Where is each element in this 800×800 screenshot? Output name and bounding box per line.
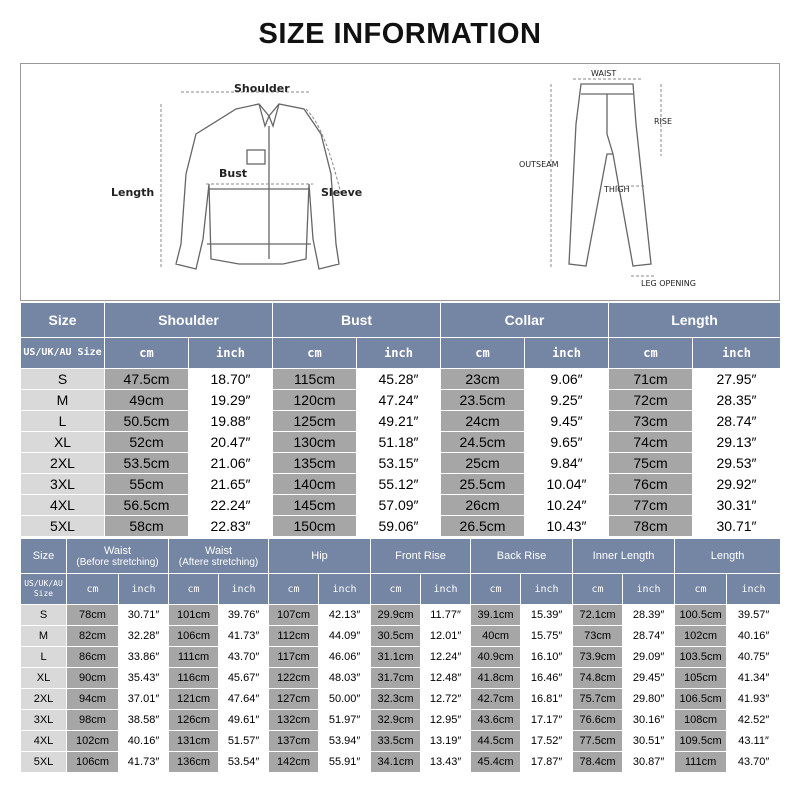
cm-cell: 26.5cm — [441, 516, 525, 537]
inch-header: inch — [357, 338, 441, 369]
cm-cell: 142cm — [269, 752, 319, 773]
bust-header: Bust — [273, 303, 441, 338]
inch-cell: 51.18″ — [357, 432, 441, 453]
table-row — [21, 474, 781, 495]
waist-before-note: (Before stretching) — [76, 556, 159, 568]
cm-header: cm — [675, 574, 727, 605]
inch-cell: 40.75″ — [727, 647, 781, 668]
inch-cell: 12.95″ — [421, 710, 471, 731]
collar-header: Collar — [441, 303, 609, 338]
cm-header: cm — [169, 574, 219, 605]
pants-size-table — [20, 538, 781, 773]
table-row — [21, 369, 781, 390]
size-cell: S — [21, 369, 105, 390]
inch-cell: 9.25″ — [525, 390, 609, 411]
inch-header: inch — [319, 574, 371, 605]
cm-cell: 117cm — [269, 647, 319, 668]
inch-cell: 13.19″ — [421, 731, 471, 752]
inch-cell: 28.39″ — [623, 605, 675, 626]
pants-illustration — [569, 84, 651, 266]
inch-cell: 20.47″ — [189, 432, 273, 453]
inch-cell: 46.06″ — [319, 647, 371, 668]
table-row — [21, 647, 781, 668]
cm-cell: 71cm — [609, 369, 693, 390]
inch-cell: 11.77″ — [421, 605, 471, 626]
inch-cell: 29.09″ — [623, 647, 675, 668]
pants-table-body — [21, 605, 781, 773]
bust-label: Bust — [219, 167, 248, 180]
cm-cell: 94cm — [67, 689, 119, 710]
inch-cell: 43.70″ — [727, 752, 781, 773]
size-cell: 2XL — [21, 453, 105, 474]
shirt-illustration — [176, 104, 339, 269]
cm-cell: 82cm — [67, 626, 119, 647]
waist-before-title: Waist — [103, 544, 132, 557]
inch-cell: 12.01″ — [421, 626, 471, 647]
cm-cell: 76cm — [609, 474, 693, 495]
cm-cell: 74.8cm — [573, 668, 623, 689]
inch-cell: 30.71″ — [119, 605, 169, 626]
region-size-header: US/UK/AU Size — [21, 338, 105, 369]
cm-cell: 53.5cm — [105, 453, 189, 474]
inch-header: inch — [189, 338, 273, 369]
shoulder-header: Shoulder — [105, 303, 273, 338]
cm-cell: 78cm — [67, 605, 119, 626]
cm-header: cm — [273, 338, 357, 369]
inch-cell: 15.75″ — [521, 626, 573, 647]
inch-cell: 43.70″ — [219, 647, 269, 668]
inch-cell: 59.06″ — [357, 516, 441, 537]
size-cell: 5XL — [21, 516, 105, 537]
inch-cell: 18.70″ — [189, 369, 273, 390]
inch-cell: 40.16″ — [727, 626, 781, 647]
inch-cell: 41.34″ — [727, 668, 781, 689]
inch-cell: 41.73″ — [219, 626, 269, 647]
cm-header: cm — [269, 574, 319, 605]
cm-cell: 98cm — [67, 710, 119, 731]
inch-cell: 50.00″ — [319, 689, 371, 710]
inch-cell: 53.54″ — [219, 752, 269, 773]
shirt-table-body — [21, 369, 781, 537]
inch-cell: 9.65″ — [525, 432, 609, 453]
inch-cell: 51.57″ — [219, 731, 269, 752]
hip-header: Hip — [269, 539, 371, 574]
cm-cell: 49cm — [105, 390, 189, 411]
pants-header-row — [21, 539, 781, 574]
cm-cell: 136cm — [169, 752, 219, 773]
cm-cell: 73cm — [609, 411, 693, 432]
size-cell: M — [21, 390, 105, 411]
cm-cell: 77.5cm — [573, 731, 623, 752]
cm-cell: 77cm — [609, 495, 693, 516]
inch-cell: 49.21″ — [357, 411, 441, 432]
size-cell: 4XL — [21, 495, 105, 516]
inch-cell: 53.94″ — [319, 731, 371, 752]
cm-cell: 74cm — [609, 432, 693, 453]
table-row — [21, 411, 781, 432]
inch-cell: 19.88″ — [189, 411, 273, 432]
inch-cell: 40.16″ — [119, 731, 169, 752]
inch-cell: 57.09″ — [357, 495, 441, 516]
cm-cell: 45.4cm — [471, 752, 521, 773]
inch-cell: 42.13″ — [319, 605, 371, 626]
size-cell: L — [21, 411, 105, 432]
inch-cell: 32.28″ — [119, 626, 169, 647]
cm-header: cm — [105, 338, 189, 369]
table-row — [21, 390, 781, 411]
inch-cell: 35.43″ — [119, 668, 169, 689]
table-row — [21, 516, 781, 537]
size-header: Size — [21, 539, 67, 574]
inch-cell: 42.52″ — [727, 710, 781, 731]
size-header: Size — [21, 303, 105, 338]
cm-cell: 120cm — [273, 390, 357, 411]
cm-cell: 76.6cm — [573, 710, 623, 731]
cm-cell: 34.1cm — [371, 752, 421, 773]
inch-header: inch — [623, 574, 675, 605]
cm-cell: 24.5cm — [441, 432, 525, 453]
table-row — [21, 453, 781, 474]
size-cell: 3XL — [21, 474, 105, 495]
table-row — [21, 731, 781, 752]
inch-cell: 27.95″ — [693, 369, 781, 390]
inch-cell: 51.97″ — [319, 710, 371, 731]
garment-svg — [21, 64, 780, 301]
cm-header: cm — [67, 574, 119, 605]
inch-header: inch — [521, 574, 573, 605]
cm-cell: 40cm — [471, 626, 521, 647]
cm-cell: 145cm — [273, 495, 357, 516]
waist-before-header — [67, 539, 169, 574]
inch-cell: 28.74″ — [623, 626, 675, 647]
cm-header: cm — [573, 574, 623, 605]
inch-cell: 16.10″ — [521, 647, 573, 668]
inch-cell: 47.24″ — [357, 390, 441, 411]
cm-cell: 135cm — [273, 453, 357, 474]
cm-cell: 101cm — [169, 605, 219, 626]
cm-cell: 44.5cm — [471, 731, 521, 752]
inch-cell: 55.91″ — [319, 752, 371, 773]
size-cell: S — [21, 605, 67, 626]
cm-cell: 140cm — [273, 474, 357, 495]
shirt-size-table — [20, 302, 781, 537]
cm-cell: 32.3cm — [371, 689, 421, 710]
inch-cell: 39.57″ — [727, 605, 781, 626]
inch-cell: 48.03″ — [319, 668, 371, 689]
inch-cell: 55.12″ — [357, 474, 441, 495]
inch-cell: 16.46″ — [521, 668, 573, 689]
waist-after-title: Waist — [204, 544, 233, 557]
inch-cell: 53.15″ — [357, 453, 441, 474]
cm-cell: 33.5cm — [371, 731, 421, 752]
inch-cell: 21.06″ — [189, 453, 273, 474]
cm-cell: 78.4cm — [573, 752, 623, 773]
cm-cell: 50.5cm — [105, 411, 189, 432]
inch-cell: 45.67″ — [219, 668, 269, 689]
inch-cell: 10.24″ — [525, 495, 609, 516]
cm-cell: 130cm — [273, 432, 357, 453]
inch-cell: 38.58″ — [119, 710, 169, 731]
cm-cell: 111cm — [675, 752, 727, 773]
length-header: Length — [675, 539, 781, 574]
inch-cell: 29.13″ — [693, 432, 781, 453]
inch-cell: 30.31″ — [693, 495, 781, 516]
inch-cell: 29.45″ — [623, 668, 675, 689]
garment-diagram — [20, 63, 780, 301]
cm-cell: 55cm — [105, 474, 189, 495]
cm-cell: 47.5cm — [105, 369, 189, 390]
cm-cell: 121cm — [169, 689, 219, 710]
cm-cell: 24cm — [441, 411, 525, 432]
inch-cell: 10.04″ — [525, 474, 609, 495]
inch-cell: 28.74″ — [693, 411, 781, 432]
cm-header: cm — [441, 338, 525, 369]
table-row — [21, 668, 781, 689]
cm-cell: 56.5cm — [105, 495, 189, 516]
inch-cell: 12.24″ — [421, 647, 471, 668]
cm-cell: 86cm — [67, 647, 119, 668]
inch-cell: 44.09″ — [319, 626, 371, 647]
inch-cell: 12.72″ — [421, 689, 471, 710]
inch-cell: 47.64″ — [219, 689, 269, 710]
size-cell: 5XL — [21, 752, 67, 773]
inch-cell: 30.87″ — [623, 752, 675, 773]
inch-cell: 45.28″ — [357, 369, 441, 390]
inch-cell: 37.01″ — [119, 689, 169, 710]
table-row — [21, 710, 781, 731]
inner-length-header: Inner Length — [573, 539, 675, 574]
inch-cell: 29.80″ — [623, 689, 675, 710]
cm-cell: 72cm — [609, 390, 693, 411]
cm-cell: 125cm — [273, 411, 357, 432]
inch-cell: 43.11″ — [727, 731, 781, 752]
table-row — [21, 752, 781, 773]
inch-cell: 41.73″ — [119, 752, 169, 773]
size-cell: 4XL — [21, 731, 67, 752]
cm-cell: 106.5cm — [675, 689, 727, 710]
region-size-header: US/UK/AU Size — [21, 574, 67, 605]
inch-cell: 13.43″ — [421, 752, 471, 773]
inch-header: inch — [525, 338, 609, 369]
inch-cell: 15.39″ — [521, 605, 573, 626]
cm-cell: 122cm — [269, 668, 319, 689]
cm-cell: 150cm — [273, 516, 357, 537]
inch-cell: 22.83″ — [189, 516, 273, 537]
cm-cell: 106cm — [67, 752, 119, 773]
cm-cell: 102cm — [67, 731, 119, 752]
inch-cell: 30.51″ — [623, 731, 675, 752]
cm-cell: 111cm — [169, 647, 219, 668]
cm-cell: 105cm — [675, 668, 727, 689]
inch-cell: 30.16″ — [623, 710, 675, 731]
shirt-unit-row — [21, 338, 781, 369]
inch-cell: 9.84″ — [525, 453, 609, 474]
inch-cell: 9.06″ — [525, 369, 609, 390]
inch-header: inch — [219, 574, 269, 605]
cm-header: cm — [471, 574, 521, 605]
cm-cell: 75cm — [609, 453, 693, 474]
inch-cell: 30.71″ — [693, 516, 781, 537]
shoulder-label: Shoulder — [234, 82, 290, 95]
rise-label: RISE — [654, 117, 673, 126]
cm-cell: 31.1cm — [371, 647, 421, 668]
size-cell: 2XL — [21, 689, 67, 710]
cm-cell: 58cm — [105, 516, 189, 537]
inch-cell: 17.87″ — [521, 752, 573, 773]
inch-header: inch — [727, 574, 781, 605]
inch-cell: 19.29″ — [189, 390, 273, 411]
cm-cell: 137cm — [269, 731, 319, 752]
size-cell: M — [21, 626, 67, 647]
cm-header: cm — [371, 574, 421, 605]
outseam-label: OUTSEAM — [519, 160, 559, 169]
inch-cell: 9.45″ — [525, 411, 609, 432]
table-row — [21, 432, 781, 453]
waist-label: WAIST — [591, 69, 617, 78]
inch-cell: 33.86″ — [119, 647, 169, 668]
thigh-label: THIGH — [604, 185, 630, 194]
inch-header: inch — [119, 574, 169, 605]
cm-cell: 30.5cm — [371, 626, 421, 647]
cm-cell: 75.7cm — [573, 689, 623, 710]
cm-cell: 131cm — [169, 731, 219, 752]
inch-cell: 17.52″ — [521, 731, 573, 752]
waist-after-note: (Aftere stretching) — [178, 556, 259, 568]
table-row — [21, 689, 781, 710]
length-header: Length — [609, 303, 781, 338]
inch-cell: 28.35″ — [693, 390, 781, 411]
inch-cell: 41.93″ — [727, 689, 781, 710]
cm-cell: 108cm — [675, 710, 727, 731]
cm-cell: 106cm — [169, 626, 219, 647]
cm-cell: 23cm — [441, 369, 525, 390]
inch-header: inch — [421, 574, 471, 605]
size-cell: XL — [21, 668, 67, 689]
pants-unit-row — [21, 574, 781, 605]
table-row — [21, 626, 781, 647]
inch-cell: 49.61″ — [219, 710, 269, 731]
cm-cell: 31.7cm — [371, 668, 421, 689]
cm-cell: 126cm — [169, 710, 219, 731]
cm-cell: 100.5cm — [675, 605, 727, 626]
pants-measure-lines — [551, 79, 661, 276]
inch-cell: 16.81″ — [521, 689, 573, 710]
cm-cell: 73.9cm — [573, 647, 623, 668]
cm-header: cm — [609, 338, 693, 369]
cm-cell: 72.1cm — [573, 605, 623, 626]
cm-cell: 90cm — [67, 668, 119, 689]
inch-cell: 12.48″ — [421, 668, 471, 689]
cm-cell: 26cm — [441, 495, 525, 516]
inch-cell: 17.17″ — [521, 710, 573, 731]
cm-cell: 132cm — [269, 710, 319, 731]
leg-opening-label: LEG OPENING — [641, 279, 696, 288]
inch-cell: 10.43″ — [525, 516, 609, 537]
cm-cell: 112cm — [269, 626, 319, 647]
cm-cell: 41.8cm — [471, 668, 521, 689]
back-rise-header: Back Rise — [471, 539, 573, 574]
inch-cell: 22.24″ — [189, 495, 273, 516]
cm-cell: 103.5cm — [675, 647, 727, 668]
inch-cell: 21.65″ — [189, 474, 273, 495]
inch-header: inch — [693, 338, 781, 369]
cm-cell: 40.9cm — [471, 647, 521, 668]
cm-cell: 73cm — [573, 626, 623, 647]
front-rise-header: Front Rise — [371, 539, 471, 574]
shirt-header-row — [21, 303, 781, 338]
table-row — [21, 605, 781, 626]
cm-cell: 42.7cm — [471, 689, 521, 710]
cm-cell: 29.9cm — [371, 605, 421, 626]
cm-cell: 43.6cm — [471, 710, 521, 731]
cm-cell: 25cm — [441, 453, 525, 474]
cm-cell: 107cm — [269, 605, 319, 626]
inch-cell: 39.76″ — [219, 605, 269, 626]
waist-after-header — [169, 539, 269, 574]
cm-cell: 109.5cm — [675, 731, 727, 752]
cm-cell: 116cm — [169, 668, 219, 689]
size-cell: XL — [21, 432, 105, 453]
size-cell: 3XL — [21, 710, 67, 731]
length-label: Length — [111, 186, 155, 199]
cm-cell: 115cm — [273, 369, 357, 390]
sleeve-label: Sleeve — [321, 186, 363, 199]
cm-cell: 52cm — [105, 432, 189, 453]
inch-cell: 29.92″ — [693, 474, 781, 495]
inch-cell: 29.53″ — [693, 453, 781, 474]
cm-cell: 78cm — [609, 516, 693, 537]
cm-cell: 102cm — [675, 626, 727, 647]
cm-cell: 25.5cm — [441, 474, 525, 495]
cm-cell: 32.9cm — [371, 710, 421, 731]
cm-cell: 127cm — [269, 689, 319, 710]
table-row — [21, 495, 781, 516]
cm-cell: 23.5cm — [441, 390, 525, 411]
cm-cell: 39.1cm — [471, 605, 521, 626]
page-title: SIZE INFORMATION — [258, 18, 542, 50]
size-cell: L — [21, 647, 67, 668]
